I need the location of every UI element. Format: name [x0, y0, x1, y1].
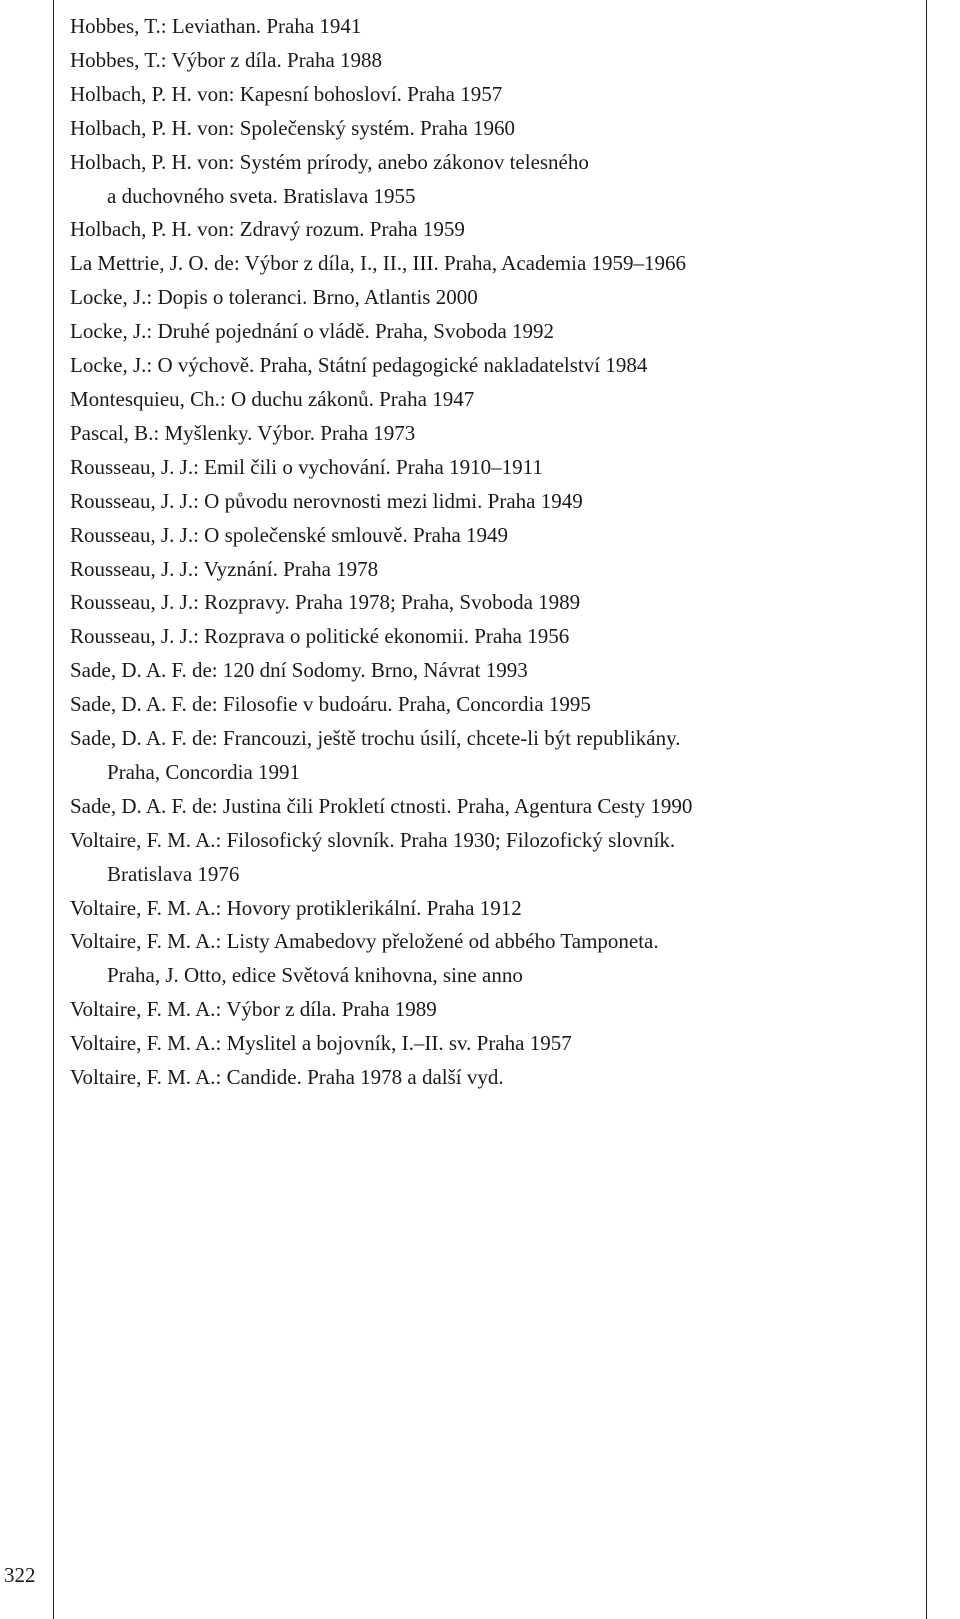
bibliography-entry	[70, 1061, 920, 1095]
bibliography-entry-text: Rousseau, J. J.: Vyznání. Praha 1978	[70, 556, 379, 581]
bibliography-entry-text: Voltaire, F. M. A.: Myslitel a bojovník, I.–II. sv. Praha 1957	[70, 1031, 572, 1056]
bibliography-entry	[70, 213, 920, 247]
bibliography-entry-text: La Mettrie, J. O. de: Výbor z díla, I., II., III. Praha, Academia 1959–1966	[70, 251, 687, 276]
bibliography-entry-text: Hobbes, T.: Výbor z díla. Praha 1988	[70, 47, 383, 72]
bibliography-entry-text: Rousseau, J. J.: Rozprava o politické ekonomii. Praha 1956	[70, 624, 570, 649]
bibliography-entry	[70, 78, 920, 112]
bibliography-entry-text: Sade, D. A. F. de: Filosofie v budoáru. Praha, Concordia 1995	[70, 692, 591, 717]
bibliography-entry-continuation: a duchovného sveta. Bratislava 1955	[107, 183, 416, 208]
bibliography-entry	[70, 112, 920, 146]
bibliography-entry	[70, 349, 920, 383]
bibliography-entry	[70, 485, 920, 519]
bibliography-entry	[70, 247, 920, 281]
bibliography-entry	[70, 315, 920, 349]
bibliography-entry-text: Rousseau, J. J.: Emil čili o vychování. Praha 1910–1911	[70, 454, 543, 479]
bibliography-entry	[70, 790, 920, 824]
bibliography-entry	[70, 44, 920, 78]
bibliography-entry	[70, 553, 920, 587]
bibliography-entry	[70, 383, 920, 417]
bibliography-entry-text: Locke, J.: Dopis o toleranci. Brno, Atlantis 2000	[70, 285, 478, 310]
bibliography-entry-text: Voltaire, F. M. A.: Filosofický slovník. Praha 1930; Filozofický slovník.	[70, 827, 676, 852]
bibliography-entry	[70, 146, 920, 214]
bibliography-entry-text: Rousseau, J. J.: O původu nerovnosti mezi lidmi. Praha 1949	[70, 488, 583, 513]
bibliography-entry	[70, 10, 920, 44]
left-margin-rule	[53, 0, 54, 1619]
bibliography-entry	[70, 654, 920, 688]
bibliography-entry	[70, 688, 920, 722]
bibliography-entry-text: Locke, J.: Druhé pojednání o vládě. Praha, Svoboda 1992	[70, 319, 555, 344]
bibliography-list	[70, 10, 920, 1095]
page-number: 322	[4, 1563, 36, 1587]
bibliography-entry-text: Holbach, P. H. von: Kapesní bohosloví. Praha 1957	[70, 81, 503, 106]
bibliography-entry-text: Montesquieu, Ch.: O duchu zákonů. Praha 1947	[70, 386, 475, 411]
bibliography-entry-text: Rousseau, J. J.: O společenské smlouvě. Praha 1949	[70, 522, 509, 547]
bibliography-entry-text: Pascal, B.: Myšlenky. Výbor. Praha 1973	[70, 420, 416, 445]
bibliography-entry-text: Locke, J.: O výchově. Praha, Státní pedagogické nakladatelství 1984	[70, 353, 648, 378]
bibliography-entry	[70, 620, 920, 654]
bibliography-entry-continuation: Praha, J. Otto, edice Světová knihovna, sine anno	[107, 963, 523, 988]
bibliography-entry	[70, 824, 920, 892]
bibliography-entry-text: Sade, D. A. F. de: Francouzi, ještě trochu úsilí, chcete-li být republikány.	[70, 726, 681, 751]
bibliography-entry	[70, 722, 920, 790]
bibliography-entry-text: Sade, D. A. F. de: 120 dní Sodomy. Brno, Návrat 1993	[70, 658, 528, 683]
right-margin-rule	[926, 0, 927, 1619]
bibliography-entry	[70, 1027, 920, 1061]
bibliography-entry	[70, 925, 920, 993]
bibliography-entry-text: Hobbes, T.: Leviathan. Praha 1941	[70, 14, 362, 38]
bibliography-entry-text: Holbach, P. H. von: Společenský systém. Praha 1960	[70, 115, 516, 140]
bibliography-entry-text: Holbach, P. H. von: Systém prírody, anebo zákonov telesného	[70, 149, 589, 174]
bibliography-entry-text: Holbach, P. H. von: Zdravý rozum. Praha 1959	[70, 217, 465, 242]
bibliography-entry-text: Voltaire, F. M. A.: Výbor z díla. Praha 1989	[70, 997, 437, 1022]
bibliography-entry	[70, 281, 920, 315]
bibliography-entry-text: Voltaire, F. M. A.: Candide. Praha 1978 a další vyd.	[70, 1065, 504, 1090]
bibliography-entry-continuation: Bratislava 1976	[107, 861, 240, 886]
bibliography-entry-text: Voltaire, F. M. A.: Hovory protiklerikální. Praha 1912	[70, 895, 522, 920]
bibliography-entry	[70, 417, 920, 451]
bibliography-entry	[70, 451, 920, 485]
bibliography-entry-text: Voltaire, F. M. A.: Listy Amabedovy přeložené od abbého Tamponeta.	[70, 929, 659, 954]
bibliography-entry-text: Sade, D. A. F. de: Justina čili Prokletí ctnosti. Praha, Agentura Cesty 1990	[70, 793, 693, 818]
bibliography-entry-continuation: Praha, Concordia 1991	[107, 759, 301, 784]
bibliography-entry-text: Rousseau, J. J.: Rozpravy. Praha 1978; Praha, Svoboda 1989	[70, 590, 581, 615]
bibliography-entry	[70, 993, 920, 1027]
bibliography-entry	[70, 586, 920, 620]
bibliography-entry	[70, 519, 920, 553]
bibliography-entry	[70, 892, 920, 926]
